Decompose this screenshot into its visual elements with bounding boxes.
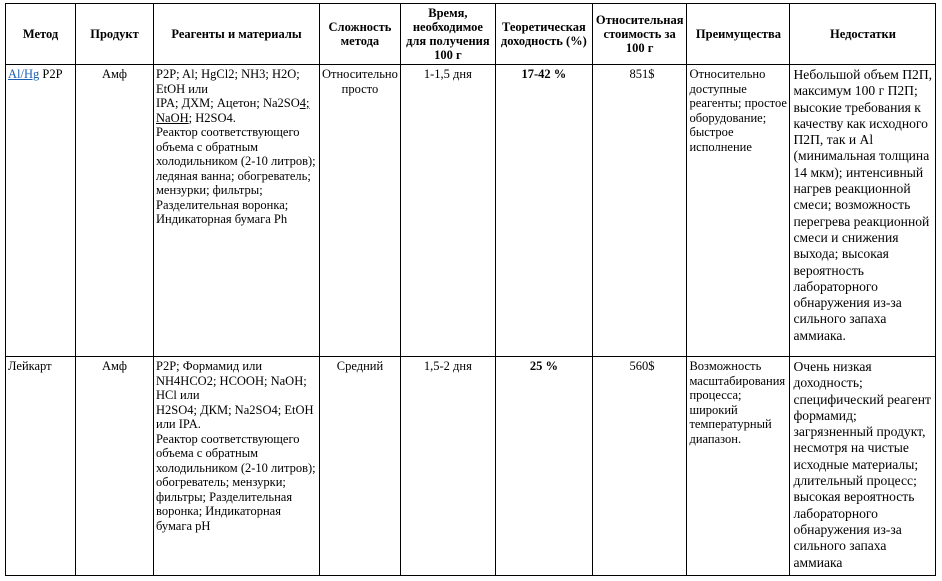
header-cost: Относительная стоимость за 100 г: [592, 4, 687, 65]
equipment-text: Реактор соответствующего объема с обратным холодильником (2-10 литров); обогреватель; мензурки; фильтры; Разделительная воронка; Индикаторная бумага pH: [156, 431, 316, 533]
cell-yield: 25 %: [495, 357, 592, 576]
reagents-line: EtOH или: [156, 81, 208, 96]
reagents-line: H2SO4; ДКМ; Na2SO4; EtOH или IPA.: [156, 402, 314, 431]
header-row: [6, 4, 936, 65]
header-method: Метод: [6, 4, 76, 65]
header-disadvantages: Недостатки: [790, 4, 936, 65]
cell-product: Амф: [76, 65, 154, 357]
table-row: [6, 357, 936, 576]
cell-advantages: Относительно доступные реагенты; простое оборудование; быстрое исполнение: [687, 65, 790, 357]
cell-yield: 17-42 %: [495, 65, 592, 357]
header-yield: Теоретическая доходность (%): [495, 4, 592, 65]
reagents-line: [156, 111, 317, 126]
reagents-text: IPA; ДХМ; Ацетон; Na2SO: [156, 96, 300, 110]
header-time: Время, необходимое для получения 100 г: [400, 4, 495, 65]
header-reagents: Реагенты и материалы: [154, 4, 320, 65]
reagents-underlined: 4;: [299, 96, 310, 110]
cell-time: 1,5-2 дня: [400, 357, 495, 576]
cell-method: Лейкарт: [6, 357, 76, 576]
reagents-underlined: NaOH: [156, 110, 189, 125]
equipment-text: Реактор соответствующего объема с обратным холодильником (2-10 литров); ледяная ванна; обогреватель; мензурки; фильтры; Разделительная воронка; Индикаторная бумага Ph: [156, 125, 316, 226]
cell-advantages: Возможность масштабирования процесса; широкий температурный диапазон.: [687, 357, 790, 576]
reagents-line: P2P; Al; HgCl2; NH3; H2O;: [156, 67, 300, 81]
reagents-line: [156, 96, 317, 111]
header-product: Продукт: [76, 4, 154, 65]
method-suffix: P2P: [39, 67, 63, 81]
reagents-line: P2P; Формамид или NH4HCO2; HCOOH; NaOH; HCl или: [156, 359, 307, 402]
synthesis-methods-table: [5, 3, 936, 576]
cell-cost: 560$: [592, 357, 687, 576]
cell-reagents: [154, 65, 320, 357]
cell-time: 1-1,5 дня: [400, 65, 495, 357]
cell-complexity: Относительно просто: [320, 65, 401, 357]
cell-product: Амф: [76, 357, 154, 576]
cell-complexity: Средний: [320, 357, 401, 576]
cell-disadvantages: Небольшой объем П2П, максимум 100 г П2П; высокие требования к качеству как исходного П2П, так и Al (минимальная толщина 14 мкм); интенсивный нагрев реакционной смеси; возможность перегрева реакционной смеси и снижения выхода; высокая вероятность лабораторного обнаружения из-за сильного запаха аммиака.: [790, 65, 936, 357]
cell-method: [6, 65, 76, 357]
cell-disadvantages: Очень низкая доходность; специфический реагент формамид; загрязненный продукт, несмотря на чистые исходные материалы; длительный процесс; высокая вероятность лабораторного обнаружения из-за сильного запаха аммиака: [790, 357, 936, 576]
cell-cost: 851$: [592, 65, 687, 357]
cell-reagents: [154, 357, 320, 576]
header-advantages: Преимущества: [687, 4, 790, 65]
table-row: [6, 65, 936, 357]
comparison-table-wrapper: [5, 3, 936, 576]
header-complexity: Сложность метода: [320, 4, 401, 65]
method-link[interactable]: Al/Hg: [8, 67, 40, 81]
reagents-text: ; H2SO4.: [188, 110, 236, 125]
